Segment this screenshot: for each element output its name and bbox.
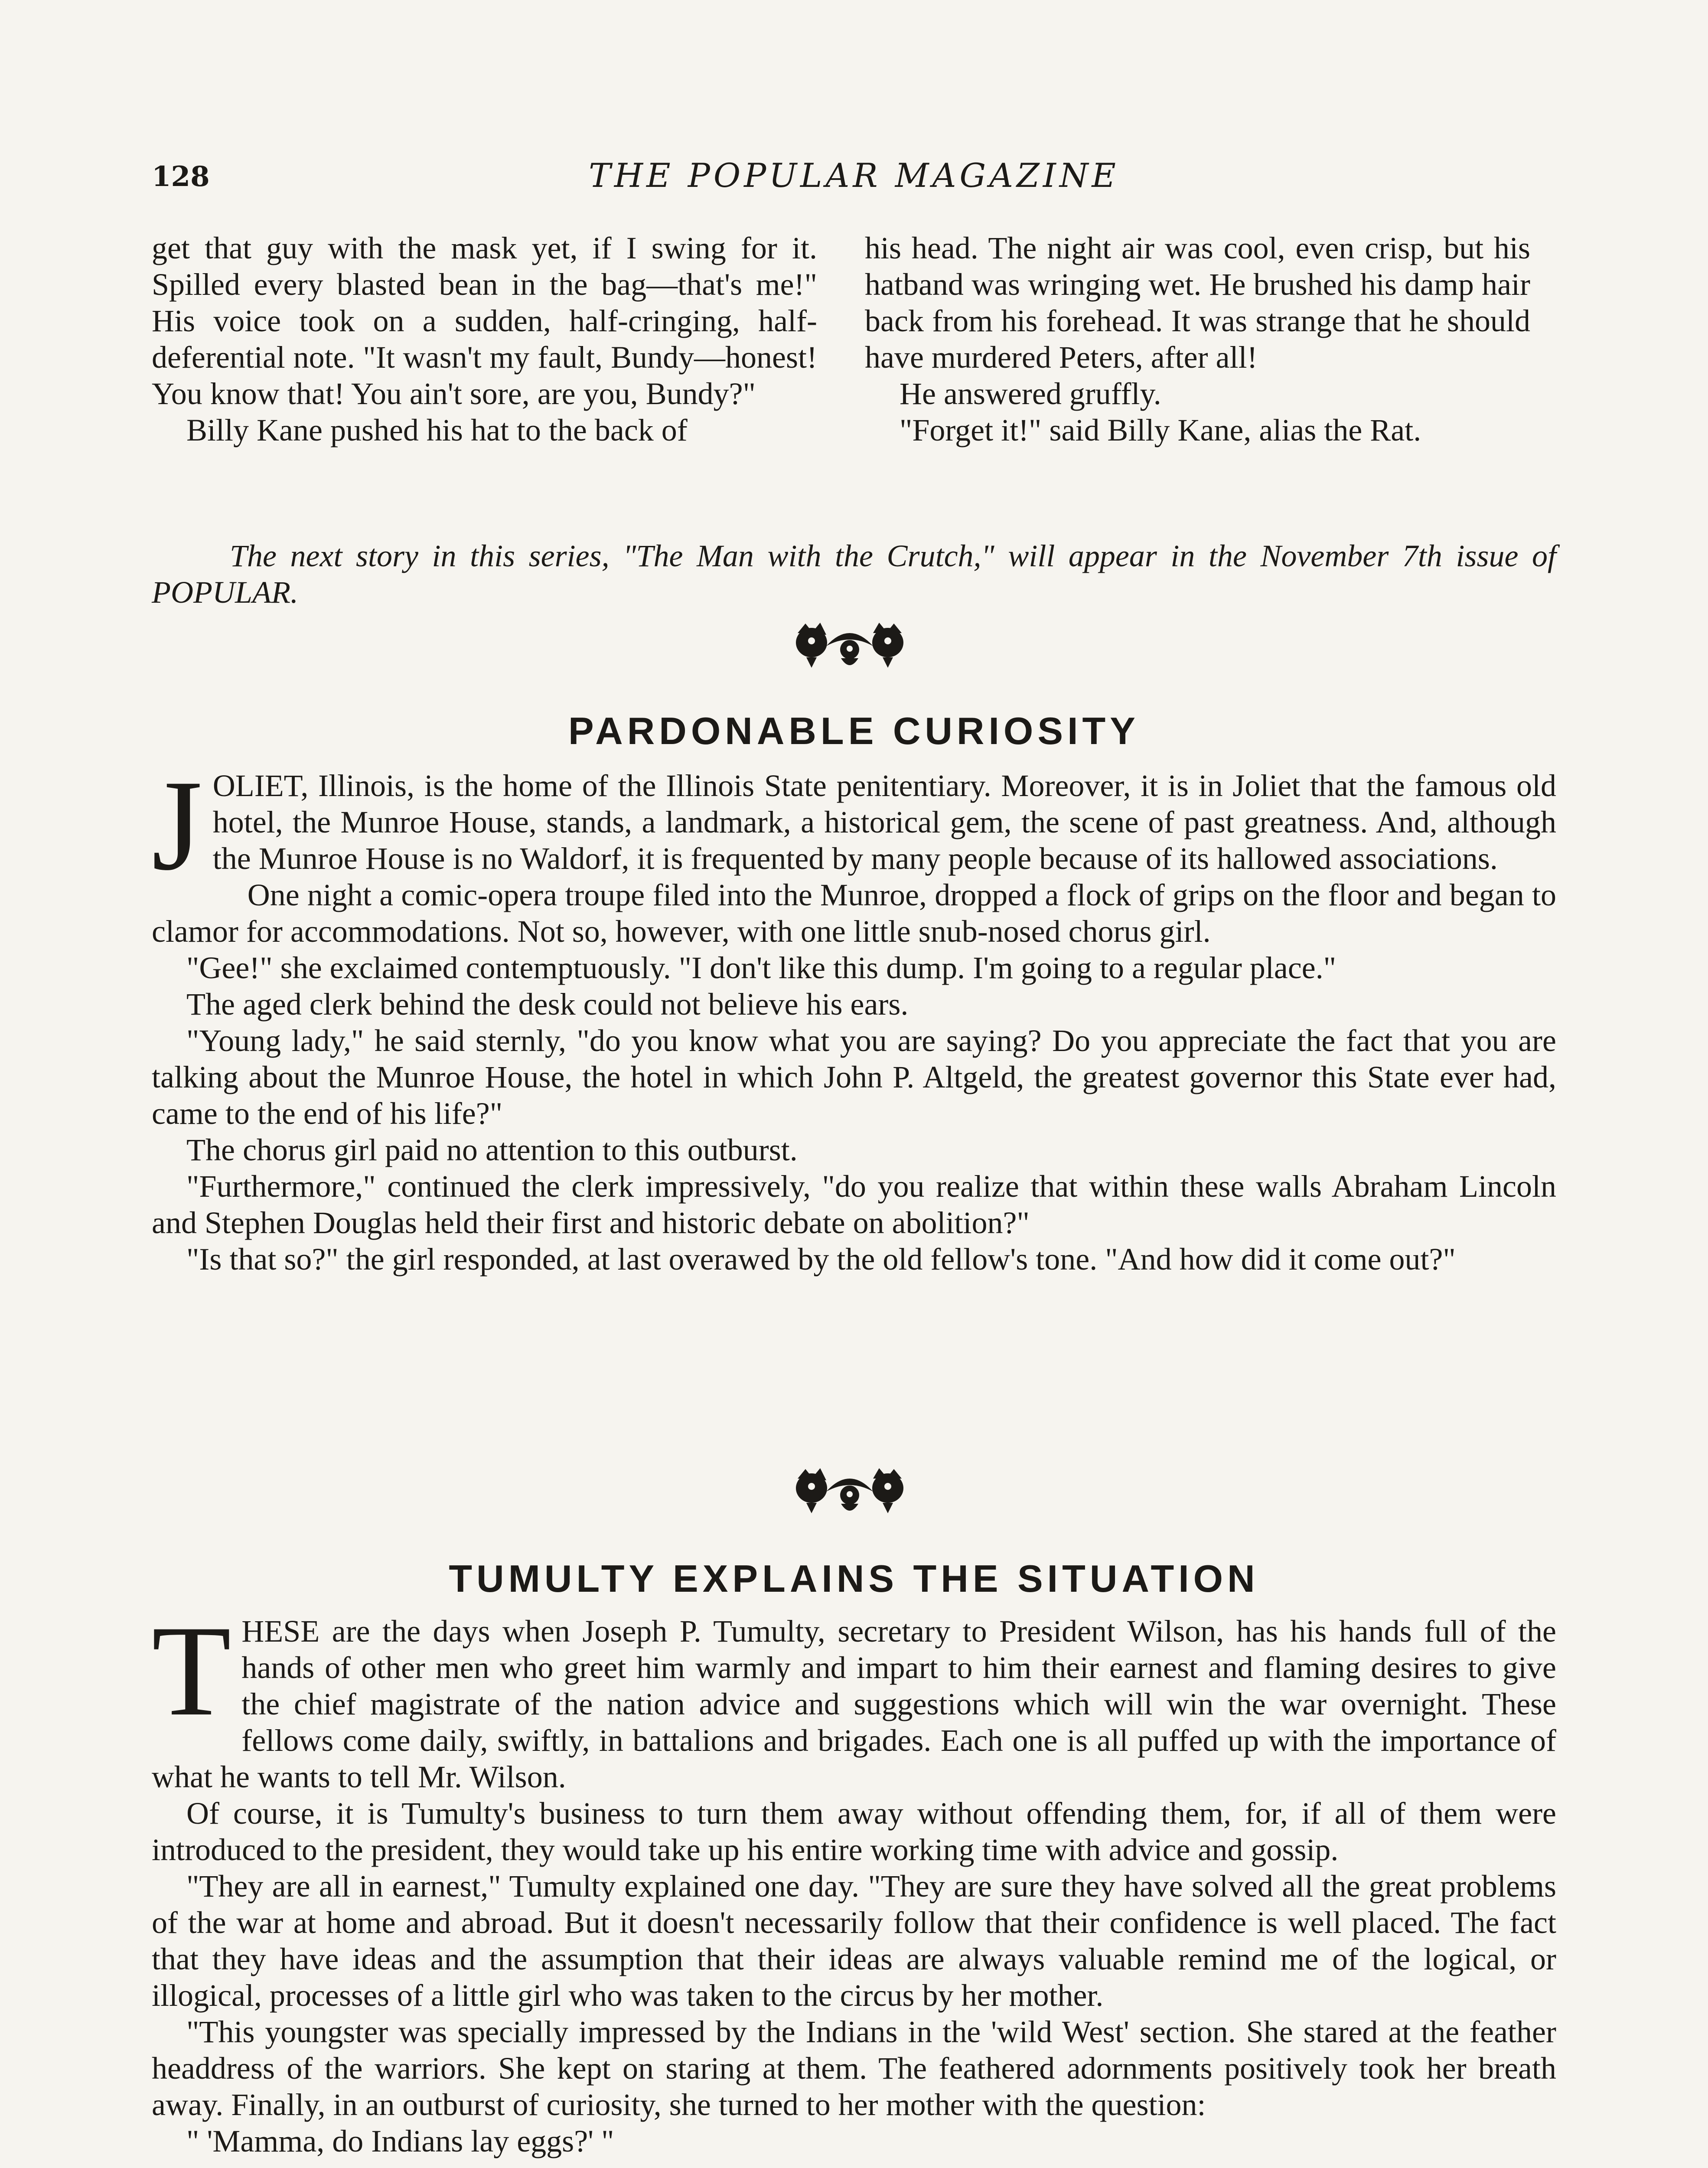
story-paragraph: get that guy with the mask yet, if I swing for it. Spilled every blasted bean in the bag—that's me!" His voice took on a sudden, half-cringing, half-deferential note. "It wasn't my fault, Bundy—honest! You know that! You ain't sore, are you, Bundy?" (152, 231, 817, 411)
running-head (152, 152, 1556, 204)
page-number: 128 (152, 160, 210, 193)
story-paragraph: He answered gruffly. (900, 376, 1161, 411)
article-headline: PARDONABLE CURIOSITY (568, 709, 1140, 752)
article-lead-paragraph (152, 753, 1556, 897)
article-tumulty-explains (152, 1599, 1556, 2159)
lead-text: HESE are the days when Joseph P. Tumulty, secretary to President Wilson, has his hands full of the hands of other men who greet him warmly and impart to him their earnest and flaming desires to give the chief magistrate of the nation advice and suggestions which will win the war overnight. These fellows come daily, swiftly, in battalions and brigades. Each one is all puffed up with the importance of what he wants to tell Mr. Wilson. (152, 1614, 1556, 1794)
story-paragraph: "Forget it!" said Billy Kane, alias the Rat. (900, 413, 1421, 447)
article-pardonable-curiosity (152, 753, 1556, 1277)
article-lead-paragraph (152, 1599, 1556, 1795)
article-paragraph: One night a comic-opera troupe filed into the Munroe, dropped a flock of grips on the floor and began to clamor for accommodations. Not so, however, with one little snub-nosed chorus girl. (152, 878, 1556, 949)
article-paragraph: Of course, it is Tumulty's business to turn them away without offending them, for, if all of them were introduced to the president, they would take up his entire working time with advice and gossip. (152, 1796, 1556, 1867)
floral-divider-ornament-icon (785, 1461, 915, 1518)
magazine-title: THE POPULAR MAGAZINE (589, 156, 1119, 195)
article-paragraph: "Gee!" she exclaimed contemptuously. "I don't like this dump. I'm going to a regular place." (186, 950, 1336, 985)
story-end-right-column (865, 230, 1530, 448)
story-paragraph: Billy Kane pushed his hat to the back of (186, 413, 688, 447)
story-end-left-column (152, 230, 817, 448)
article-paragraph: "They are all in earnest," Tumulty explained one day. "They are sure they have solved all the great problems of the war at home and abroad. But it doesn't necessarily follow that their confidence is well placed. The fact that they have ideas and the assumption that their ideas are always valuable remind me of the logical, or illogical, processes of a little girl who was taken to the circus by her mother. (152, 1869, 1556, 2013)
drop-cap: J (152, 753, 202, 897)
article-paragraph: The aged clerk behind the desk could not believe his ears. (186, 987, 909, 1022)
article-paragraph: " 'Mamma, do Indians lay eggs?' " (186, 2124, 614, 2158)
floral-divider-ornament-icon (785, 616, 915, 672)
article-paragraph: "Young lady," he said sternly, "do you know what you are saying? Do you appreciate the fact that you are talking about the Munroe House, the hotel in which John P. Altgeld, the greatest governor this State ever had, came to the end of his life?" (152, 1023, 1556, 1131)
story-paragraph: his head. The night air was cool, even crisp, but his hatband was wringing wet. He brushed his damp hair back from his forehead. It was strange that he should have murdered Peters, after all! (865, 231, 1530, 375)
drop-cap: T (152, 1599, 231, 1743)
article-paragraph: "Is that so?" the girl responded, at last overawed by the old fellow's tone. "And how did it come out?" (186, 1242, 1456, 1277)
next-story-note: The next story in this series, "The Man with the Crutch," will appear in the November 7th issue of POPULAR. (152, 539, 1556, 610)
article-paragraph: "This youngster was specially impressed by the Indians in the 'wild West' section. She stared at the feather headdress of the warriors. She kept on staring at them. The feathered adornments positively took her breath away. Finally, in an outburst of curiosity, she turned to her mother with the question: (152, 2015, 1556, 2122)
article-paragraph: The chorus girl paid no attention to this outburst. (186, 1133, 798, 1167)
article-headline: TUMULTY EXPLAINS THE SITUATION (449, 1557, 1259, 1600)
lead-text: OLIET, Illinois, is the home of the Illinois State penitentiary. Moreover, it is in Joliet that the famous old hotel, the Munroe House, stands, a landmark, a historical gem, the scene of past greatness. And, although the Munroe House is no Waldorf, it is frequented by many people because of its hallowed associations. (212, 768, 1556, 876)
article-paragraph: "Furthermore," continued the clerk impressively, "do you realize that within these walls Abraham Lincoln and Stephen Douglas held their first and historic debate on abolition?" (152, 1169, 1556, 1240)
